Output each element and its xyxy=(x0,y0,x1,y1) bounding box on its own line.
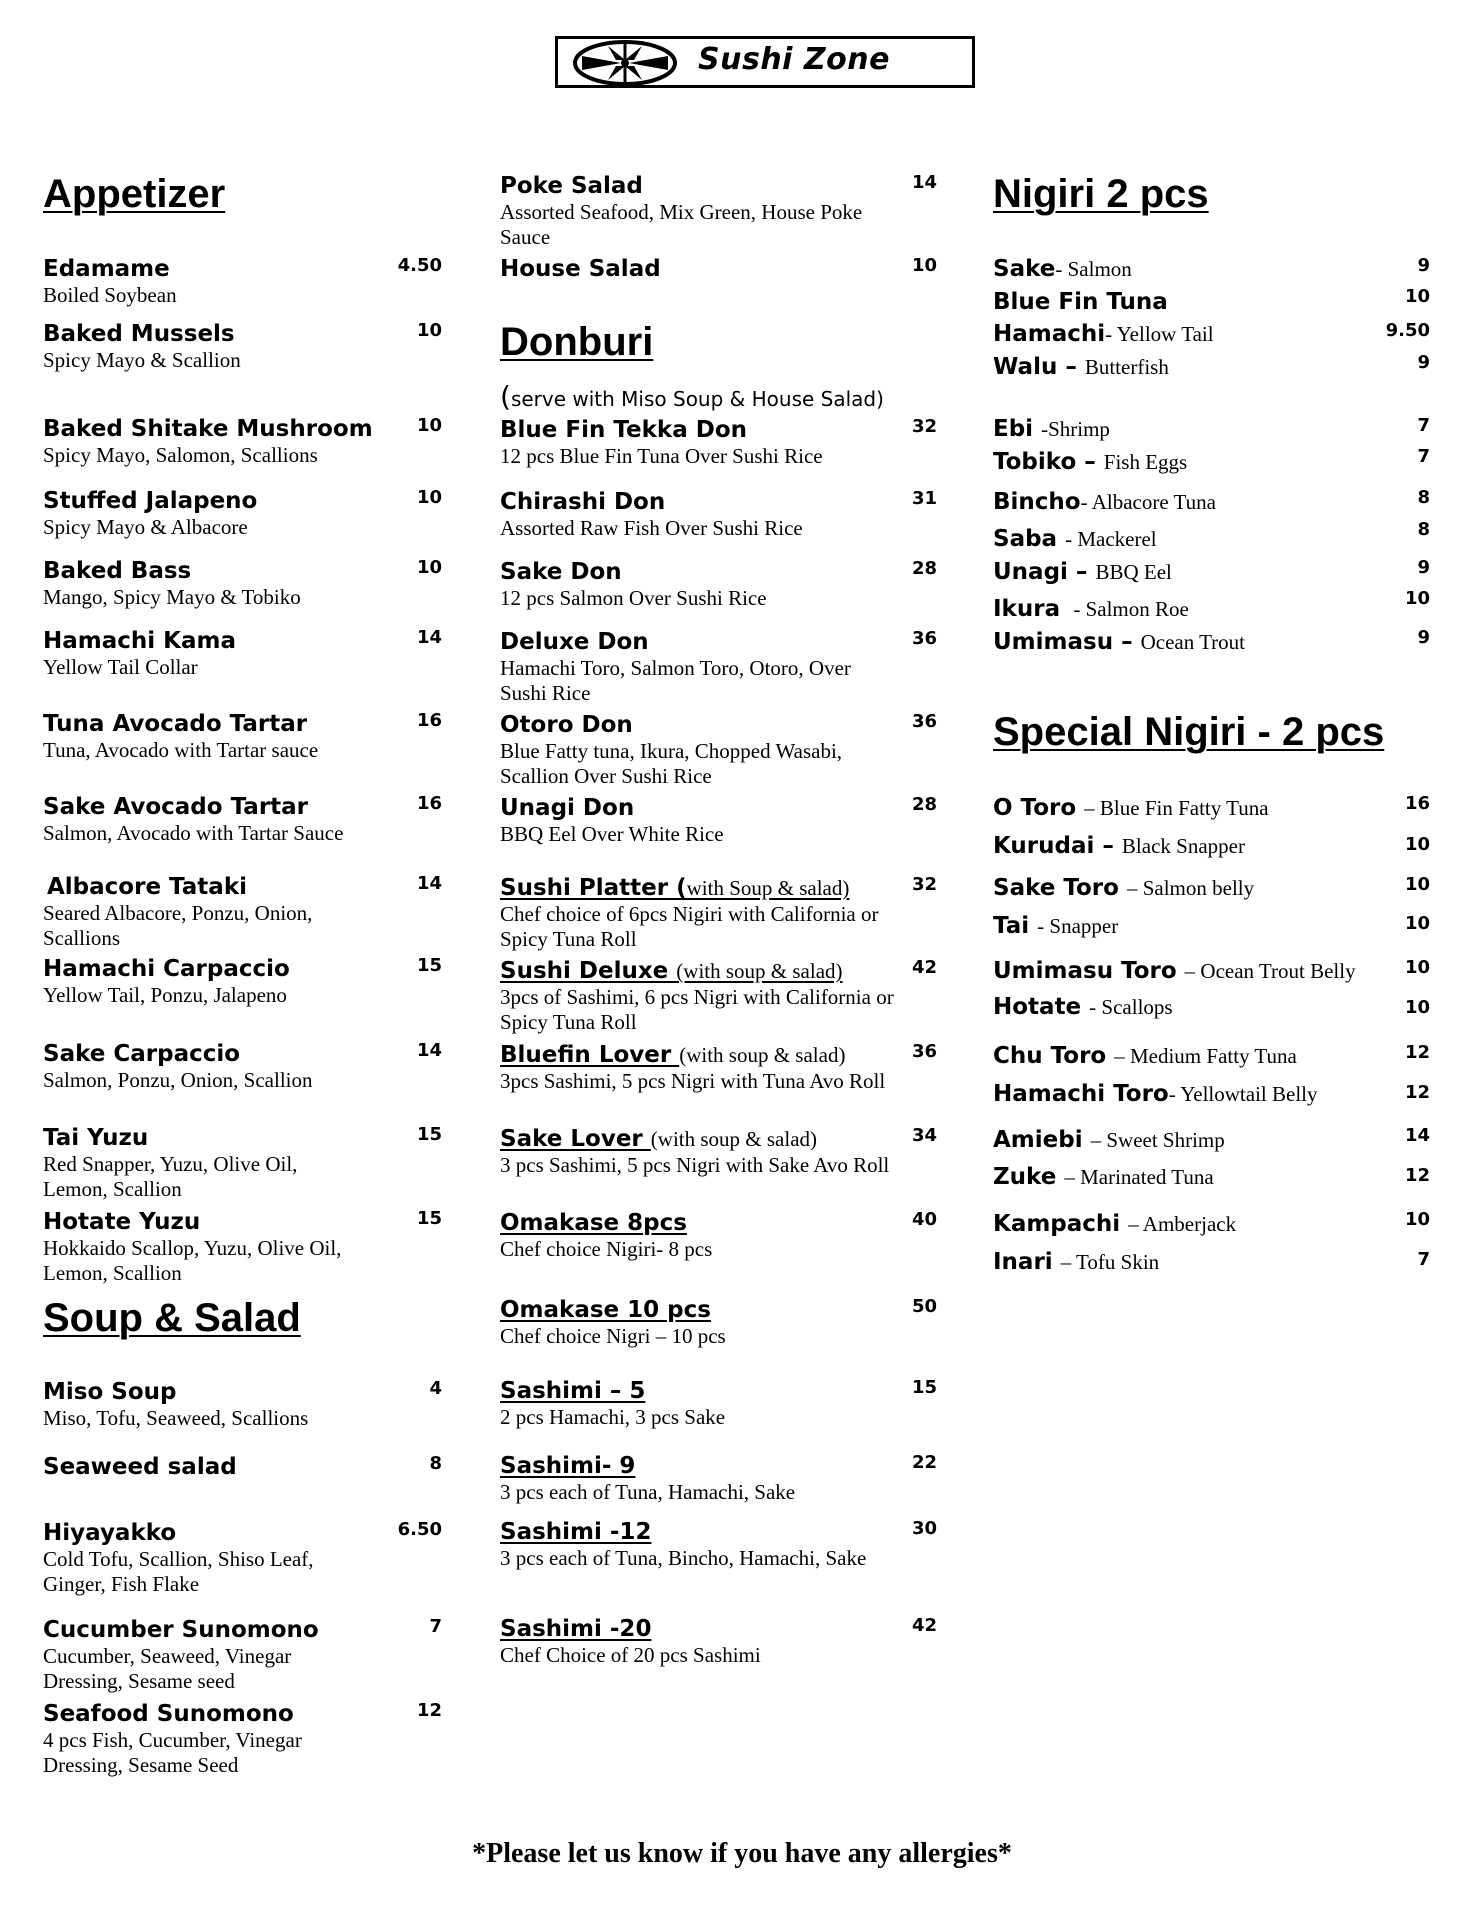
menu-item-price: 30 xyxy=(911,1518,937,1539)
menu-item: O Toro – Blue Fin Fatty Tuna xyxy=(993,795,1269,821)
menu-item: Sushi Platter (with Soup & salad) Chef choice of 6pcs Nigiri with California or Spicy Tuna Roll xyxy=(500,875,879,951)
menu-item: Zuke – Marinated Tuna xyxy=(993,1164,1214,1190)
menu-item-price: 10 xyxy=(1404,913,1430,934)
menu-item: Tobiko – Fish Eggs xyxy=(993,449,1188,475)
menu-item: Sashimi -20 Chef Choice of 20 pcs Sashimi xyxy=(500,1616,761,1667)
menu-item-price: 14 xyxy=(416,873,442,894)
menu-item: House Salad xyxy=(500,256,661,282)
menu-item: Blue Fin Tuna xyxy=(993,289,1168,315)
menu-item-price: 34 xyxy=(911,1125,937,1146)
menu-item-price: 22 xyxy=(911,1452,937,1473)
menu-item: Ikura - Salmon Roe xyxy=(993,596,1189,622)
menu-item: Seaweed salad xyxy=(43,1454,237,1480)
menu-item: Kampachi – Amberjack xyxy=(993,1211,1237,1237)
menu-item: Seafood Sunomono 4 pcs Fish, Cucumber, Vinegar Dressing, Sesame Seed xyxy=(43,1701,302,1777)
menu-item-price: 9 xyxy=(1417,557,1430,578)
logo xyxy=(555,36,975,88)
menu-item-price: 10 xyxy=(911,255,937,276)
menu-item-price: 8 xyxy=(429,1453,442,1474)
menu-item: Omakase 8pcs Chef choice Nigiri- 8 pcs xyxy=(500,1210,713,1261)
menu-item: Sake- Salmon xyxy=(993,256,1132,282)
menu-item: Baked Shitake Mushroom Spicy Mayo, Salomon, Scallions xyxy=(43,416,373,467)
menu-item: Tai Yuzu Red Snapper, Yuzu, Olive Oil, Lemon, Scallion xyxy=(43,1125,298,1201)
menu-item: Baked Mussels Spicy Mayo & Scallion xyxy=(43,321,241,372)
menu-item: Otoro Don Blue Fatty tuna, Ikura, Chopped Wasabi, Scallion Over Sushi Rice xyxy=(500,712,843,788)
menu-item-price: 10 xyxy=(1404,588,1430,609)
menu-item-price: 36 xyxy=(911,1041,937,1062)
menu-item: Hotate Yuzu Hokkaido Scallop, Yuzu, Olive Oil, Lemon, Scallion xyxy=(43,1209,342,1285)
menu-item-price: 10 xyxy=(1404,997,1430,1018)
menu-item: Chirashi Don Assorted Raw Fish Over Sushi Rice xyxy=(500,489,803,540)
menu-item-price: 15 xyxy=(416,1208,442,1229)
menu-item: Sushi Deluxe (with soup & salad) 3pcs of Sashimi, 6 pcs Nigri with California or Spicy Tuna Roll xyxy=(500,958,894,1034)
menu-item: Sake Avocado Tartar Salmon, Avocado with Tartar Sauce xyxy=(43,794,344,845)
menu-item: Bluefin Lover (with soup & salad) 3pcs Sashimi, 5 pcs Nigri with Tuna Avo Roll xyxy=(500,1042,886,1093)
menu-item-price: 10 xyxy=(1404,874,1430,895)
menu-item-price: 7 xyxy=(1417,446,1430,467)
menu-item-price: 42 xyxy=(911,957,937,978)
menu-item-price: 32 xyxy=(911,416,937,437)
menu-item-price: 9 xyxy=(1417,627,1430,648)
menu-item-price: 14 xyxy=(1404,1125,1430,1146)
menu-item: Sake Don 12 pcs Salmon Over Sushi Rice xyxy=(500,559,767,610)
menu-item-price: 15 xyxy=(911,1377,937,1398)
menu-item-price: 14 xyxy=(416,627,442,648)
menu-item-price: 7 xyxy=(1417,415,1430,436)
menu-item: Unagi – BBQ Eel xyxy=(993,559,1172,585)
menu-item: Hamachi Carpaccio Yellow Tail, Ponzu, Jalapeno xyxy=(43,956,290,1007)
donburi-note: (serve with Miso Soup & House Salad) xyxy=(500,380,884,413)
menu-item: Sashimi – 5 2 pcs Hamachi, 3 pcs Sake xyxy=(500,1378,726,1429)
section-title-nigiri: Nigiri 2 pcs xyxy=(993,172,1209,216)
menu-item: Saba - Mackerel xyxy=(993,526,1157,552)
menu-item-price: 15 xyxy=(416,955,442,976)
menu-item-price: 40 xyxy=(911,1209,937,1230)
menu-item: Miso Soup Miso, Tofu, Seaweed, Scallions xyxy=(43,1379,309,1430)
menu-item-price: 36 xyxy=(911,711,937,732)
menu-item-price: 9 xyxy=(1417,352,1430,373)
section-title-special-nigiri: Special Nigiri - 2 pcs xyxy=(993,710,1385,754)
menu-item-price: 10 xyxy=(1404,834,1430,855)
menu-item: Sashimi -12 3 pcs each of Tuna, Bincho, Hamachi, Sake xyxy=(500,1519,867,1570)
menu-item: Sake Lover (with soup & salad) 3 pcs Sashimi, 5 pcs Nigri with Sake Avo Roll xyxy=(500,1126,890,1177)
menu-item: Hiyayakko Cold Tofu, Scallion, Shiso Leaf, Ginger, Fish Flake xyxy=(43,1520,314,1596)
menu-item: Tuna Avocado Tartar Tuna, Avocado with Tartar sauce xyxy=(43,711,319,762)
menu-item-price: 10 xyxy=(1404,286,1430,307)
menu-item-price: 36 xyxy=(911,628,937,649)
menu-item-price: 10 xyxy=(416,557,442,578)
menu-item-price: 8 xyxy=(1417,519,1430,540)
menu-item-price: 9.50 xyxy=(1385,320,1430,341)
menu-item: Hamachi Toro- Yellowtail Belly xyxy=(993,1081,1318,1107)
menu-item: Bincho- Albacore Tuna xyxy=(993,489,1216,515)
menu-item-price: 14 xyxy=(911,172,937,193)
menu-item-price: 9 xyxy=(1417,255,1430,276)
allergy-notice: *Please let us know if you have any allergies* xyxy=(472,1838,1012,1869)
menu-item: Tai - Snapper xyxy=(993,913,1119,939)
section-title-appetizer: Appetizer xyxy=(43,172,226,216)
menu-item: Hamachi Kama Yellow Tail Collar xyxy=(43,628,236,679)
menu-item-price: 32 xyxy=(911,874,937,895)
section-title-soup-salad: Soup & Salad xyxy=(43,1296,301,1340)
menu-item-price: 42 xyxy=(911,1615,937,1636)
menu-item-price: 7 xyxy=(429,1616,442,1637)
menu-item: Unagi Don BBQ Eel Over White Rice xyxy=(500,795,724,846)
brand-name: Sushi Zone xyxy=(698,42,890,77)
menu-item-price: 10 xyxy=(416,320,442,341)
menu-item-price: 10 xyxy=(1404,1209,1430,1230)
menu-item: Hotate - Scallops xyxy=(993,994,1173,1020)
menu-item: Blue Fin Tekka Don 12 pcs Blue Fin Tuna Over Sushi Rice xyxy=(500,417,823,468)
menu-item: Edamame Boiled Soybean xyxy=(43,256,177,307)
menu-item-price: 10 xyxy=(1404,957,1430,978)
menu-item-price: 10 xyxy=(416,415,442,436)
menu-item: Walu – Butterfish xyxy=(993,354,1169,380)
menu-item: Amiebi – Sweet Shrimp xyxy=(993,1127,1225,1153)
section-title-donburi: Donburi xyxy=(500,320,654,364)
menu-item: Chu Toro – Medium Fatty Tuna xyxy=(993,1043,1297,1069)
menu-item-price: 28 xyxy=(911,558,937,579)
menu-item: Sashimi- 9 3 pcs each of Tuna, Hamachi, Sake xyxy=(500,1453,796,1504)
menu-item: Umimasu – Ocean Trout xyxy=(993,629,1246,655)
menu-item-price: 12 xyxy=(1404,1165,1430,1186)
menu-item: Inari – Tofu Skin xyxy=(993,1249,1160,1275)
menu-item-price: 16 xyxy=(1404,793,1430,814)
menu-item-price: 10 xyxy=(416,487,442,508)
menu-item: Stuffed Jalapeno Spicy Mayo & Albacore xyxy=(43,488,258,539)
menu-item-price: 12 xyxy=(1404,1042,1430,1063)
menu-item: Kurudai – Black Snapper xyxy=(993,833,1245,859)
menu-item-price: 15 xyxy=(416,1124,442,1145)
flower-emblem-icon xyxy=(570,40,680,86)
menu-item-price: 31 xyxy=(911,488,937,509)
menu-item: Albacore Tataki Seared Albacore, Ponzu, Onion, Scallions xyxy=(43,874,313,950)
menu-item: Omakase 10 pcs Chef choice Nigri – 10 pcs xyxy=(500,1297,726,1348)
menu-item-price: 7 xyxy=(1417,1249,1430,1270)
menu-item: Hamachi- Yellow Tail xyxy=(993,321,1214,347)
menu-item-price: 16 xyxy=(416,710,442,731)
menu-item: Ebi -Shrimp xyxy=(993,416,1110,442)
menu-item: Poke Salad Assorted Seafood, Mix Green, House Poke Sauce xyxy=(500,173,863,249)
menu-item-price: 4 xyxy=(429,1378,442,1399)
menu-item-price: 50 xyxy=(911,1296,937,1317)
menu-item-price: 14 xyxy=(416,1040,442,1061)
menu-item: Deluxe Don Hamachi Toro, Salmon Toro, Otoro, Over Sushi Rice xyxy=(500,629,851,705)
menu-item: Baked Bass Mango, Spicy Mayo & Tobiko xyxy=(43,558,301,609)
menu-item-price: 8 xyxy=(1417,487,1430,508)
menu-item-price: 12 xyxy=(1404,1082,1430,1103)
menu-item-price: 4.50 xyxy=(397,255,442,276)
menu-item-price: 6.50 xyxy=(397,1519,442,1540)
menu-item: Sake Carpaccio Salmon, Ponzu, Onion, Scallion xyxy=(43,1041,313,1092)
menu-item-price: 16 xyxy=(416,793,442,814)
menu-item-price: 28 xyxy=(911,794,937,815)
menu-item: Umimasu Toro – Ocean Trout Belly xyxy=(993,958,1356,984)
menu-item-price: 12 xyxy=(416,1700,442,1721)
menu-item: Sake Toro – Salmon belly xyxy=(993,875,1255,901)
menu-item: Cucumber Sunomono Cucumber, Seaweed, Vinegar Dressing, Sesame seed xyxy=(43,1617,319,1693)
